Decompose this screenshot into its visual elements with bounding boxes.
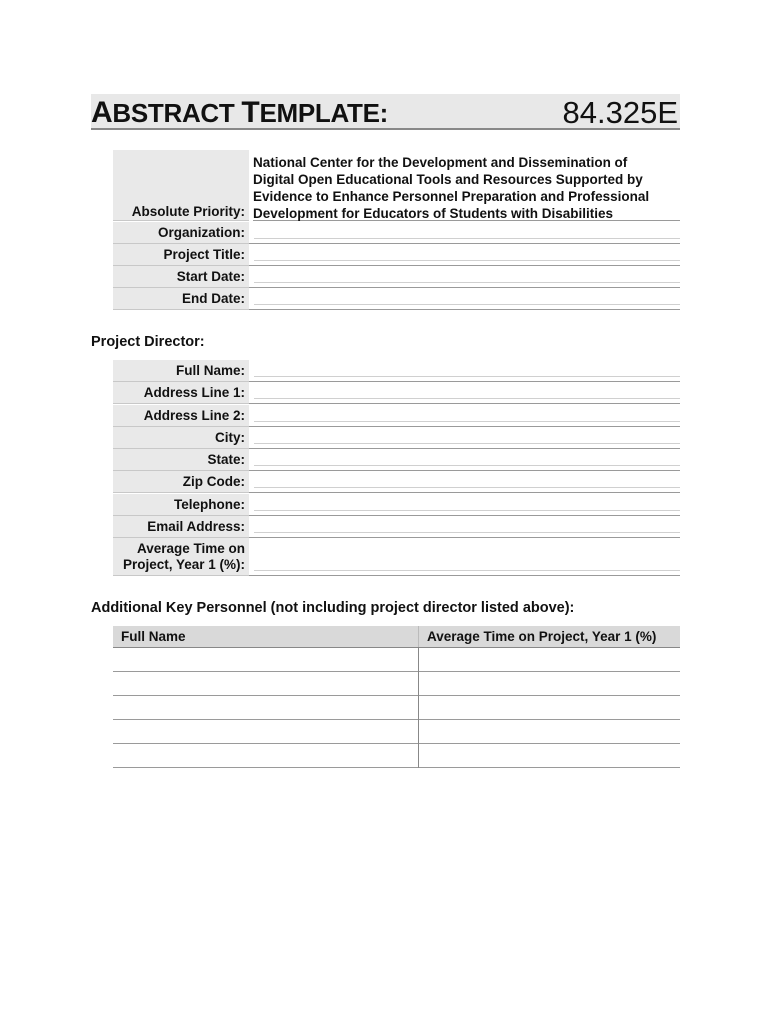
- column-header-average-time: Average Time on Project, Year 1 (%): [427, 629, 657, 644]
- title-part-2: EMPLATE:: [259, 98, 389, 128]
- title-part-1: BSTRACT: [112, 98, 242, 128]
- absolute-priority-label: Absolute Priority:: [113, 150, 249, 221]
- address-line-1-field[interactable]: [249, 382, 680, 404]
- priority-line: Evidence to Enhance Personnel Preparation and Professional: [253, 189, 650, 204]
- project-title-label: Project Title:: [113, 244, 249, 266]
- project-title-field[interactable]: [249, 244, 680, 266]
- full-name-field[interactable]: [249, 360, 680, 382]
- telephone-field[interactable]: [249, 494, 680, 516]
- column-divider: [418, 720, 419, 744]
- page-title: [91, 96, 388, 130]
- address-line-2-label: Address Line 2:: [113, 405, 249, 427]
- address-line-1-label: Address Line 1:: [113, 382, 249, 404]
- average-time-label: [113, 538, 249, 576]
- telephone-label: Telephone:: [113, 494, 249, 516]
- priority-line: Digital Open Educational Tools and Resources Supported by: [253, 172, 643, 187]
- address-line-2-field[interactable]: [249, 405, 680, 427]
- column-divider: [418, 672, 419, 696]
- column-divider: [418, 696, 419, 720]
- program-code: 84.325E: [562, 95, 678, 130]
- column-divider: [418, 744, 419, 768]
- city-field[interactable]: [249, 427, 680, 449]
- organization-label: Organization:: [113, 222, 249, 244]
- start-date-field[interactable]: [249, 266, 680, 288]
- average-time-field[interactable]: [249, 538, 680, 576]
- average-time-label-line: Project, Year 1 (%):: [122, 557, 245, 572]
- zip-code-row: [113, 471, 680, 493]
- table-row: [113, 720, 680, 744]
- title-initial-a: A: [91, 96, 113, 129]
- end-date-field[interactable]: [249, 288, 680, 310]
- city-label: City:: [113, 427, 249, 449]
- city-row: [113, 427, 680, 449]
- table-header: [113, 626, 680, 648]
- average-time-label-line: Average Time on: [136, 541, 245, 556]
- telephone-row: [113, 494, 680, 516]
- end-date-label: End Date:: [113, 288, 249, 310]
- state-row: [113, 449, 680, 471]
- absolute-priority-row: [113, 150, 680, 221]
- title-initial-t: T: [241, 96, 260, 129]
- start-date-label: Start Date:: [113, 266, 249, 288]
- full-name-label: Full Name:: [113, 360, 249, 382]
- priority-line: Development for Educators of Students with Disabilities: [253, 206, 614, 221]
- state-field[interactable]: [249, 449, 680, 471]
- column-divider: [418, 648, 419, 672]
- priority-line: National Center for the Development and Dissemination of: [253, 155, 628, 170]
- organization-row: [113, 222, 680, 244]
- state-label: State:: [113, 449, 249, 471]
- project-title-row: [113, 244, 680, 266]
- table-row: [113, 648, 680, 672]
- table-row: [113, 744, 680, 768]
- absolute-priority-value: [253, 154, 680, 221]
- table-row: [113, 696, 680, 720]
- column-divider: [418, 626, 419, 647]
- end-date-row: [113, 288, 680, 310]
- full-name-row: [113, 360, 680, 382]
- key-personnel-table: [113, 626, 680, 768]
- address-line-1-row: [113, 382, 680, 404]
- key-personnel-heading: Additional Key Personnel (not including project director listed above):: [91, 600, 575, 616]
- title-bar: [91, 94, 680, 130]
- email-address-label: Email Address:: [113, 516, 249, 538]
- organization-field[interactable]: [249, 222, 680, 244]
- table-row: [113, 672, 680, 696]
- email-address-field[interactable]: [249, 516, 680, 538]
- average-time-row: [113, 538, 680, 576]
- email-address-row: [113, 516, 680, 538]
- start-date-row: [113, 266, 680, 288]
- zip-code-label: Zip Code:: [113, 471, 249, 493]
- project-director-heading: Project Director:: [91, 334, 205, 350]
- column-header-full-name: Full Name: [121, 629, 186, 644]
- zip-code-field[interactable]: [249, 471, 680, 493]
- address-line-2-row: [113, 405, 680, 427]
